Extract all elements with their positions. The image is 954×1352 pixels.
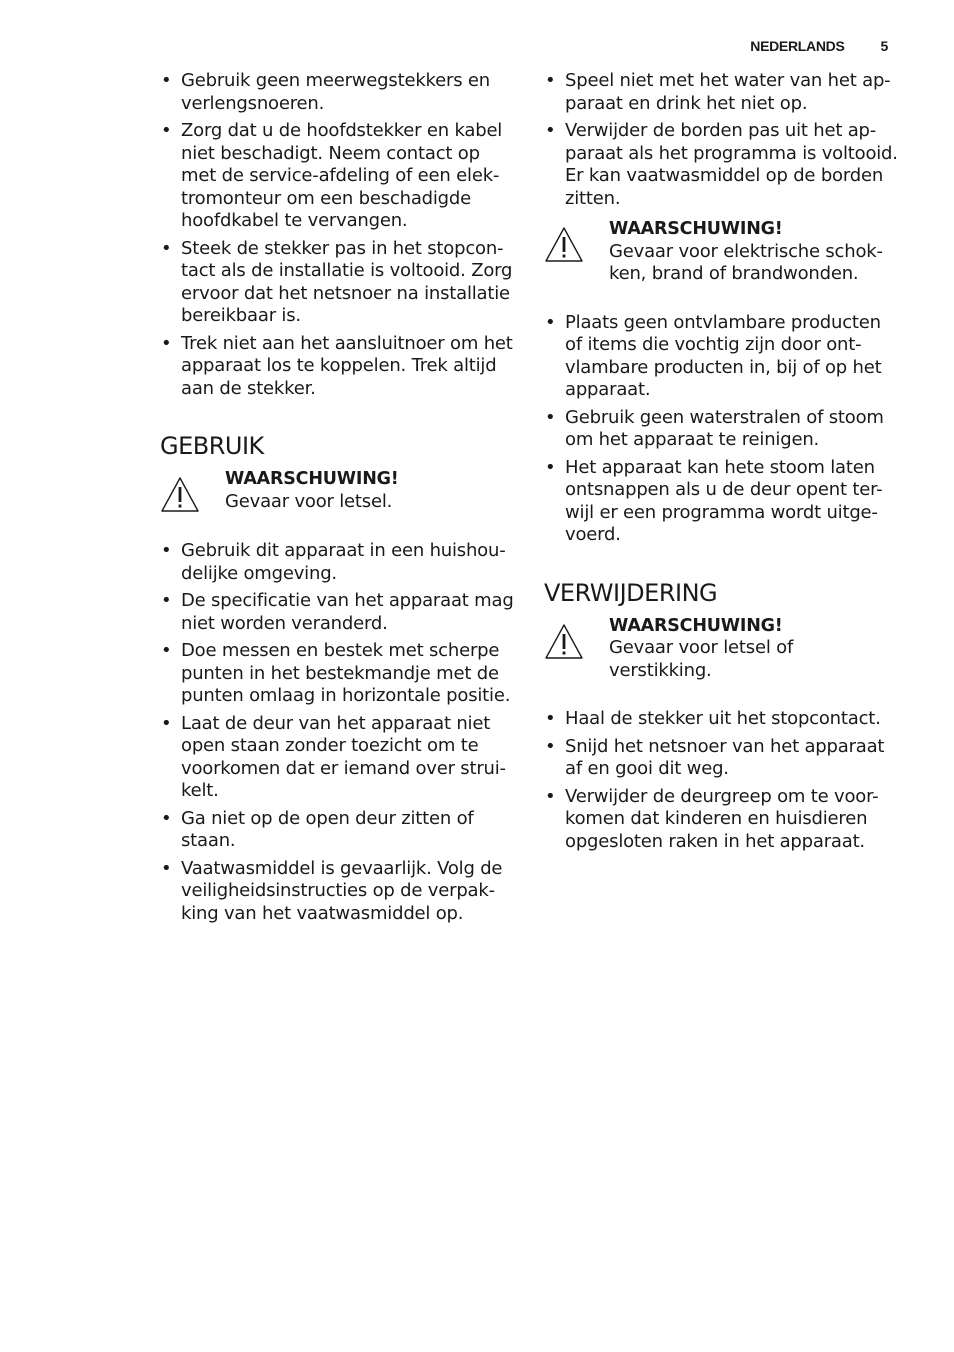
page-number: 5 xyxy=(880,38,888,54)
warning-box xyxy=(160,468,515,514)
warning-box xyxy=(544,218,899,286)
cleaning-safety-list xyxy=(544,312,899,547)
list-item: • Steek de stekker pas in het stopcon-tact als de installatie is voltooid. Zorg ervoor dat het netsnoer na installatie bereikbaar is. xyxy=(160,238,515,328)
warning-text: Gevaar voor elektrische schok-ken, brand of brandwonden. xyxy=(609,240,883,284)
warning-triangle-icon xyxy=(544,623,584,661)
warning-text: Gevaar voor letsel of verstikking. xyxy=(609,637,794,681)
list-item: • Gebruik geen waterstralen of stoom om het apparaat te reinigen. xyxy=(544,407,899,452)
list-item: • De specificatie van het apparaat mag niet worden veranderd. xyxy=(160,590,515,635)
warning-triangle-icon xyxy=(544,226,584,264)
language-label: NEDERLANDS xyxy=(750,38,845,54)
water-safety-list xyxy=(544,70,899,210)
list-item: • Plaats geen ontvlambare producten of items die vochtig zijn door ont-vlambare producten in, bij of op het apparaat. xyxy=(544,312,899,402)
list-item: • Het apparaat kan hete stoom laten ontsnappen als u de deur opent ter-wijl er een programma wordt uitge-voerd. xyxy=(544,457,899,547)
section-heading-gebruik: GEBRUIK xyxy=(160,432,264,460)
list-item: • Zorg dat u de hoofdstekker en kabel niet beschadigt. Neem contact op met de service-afdeling of een elek-tromonteur om een beschadigde hoofdkabel te vervangen. xyxy=(160,120,515,233)
list-item: • Laat de deur van het apparaat niet open staan zonder toezicht om te voorkomen dat er iemand over strui-kelt. xyxy=(160,713,515,803)
disposal-list xyxy=(544,708,899,853)
list-item: • Speel niet met het water van het ap-paraat en drink het niet op. xyxy=(544,70,899,115)
list-item: • Gebruik geen meerwegstekkers en verlengsnoeren. xyxy=(160,70,515,115)
warning-triangle-icon xyxy=(160,476,200,514)
list-item: • Snijd het netsnoer van het apparaat af en gooi dit weg. xyxy=(544,736,899,781)
connection-safety-list xyxy=(160,70,515,400)
warning-title: WAARSCHUWING! xyxy=(225,469,399,489)
warning-text: Gevaar voor letsel. xyxy=(225,490,393,512)
list-item: • Gebruik dit apparaat in een huishou-delijke omgeving. xyxy=(160,540,515,585)
warning-title: WAARSCHUWING! xyxy=(609,615,783,636)
list-item: • Doe messen en bestek met scherpe punten in het bestekmandje met de punten omlaag in horizontale positie. xyxy=(160,640,515,708)
list-item: • Vaatwasmiddel is gevaarlijk. Volg de veiligheidsinstructies op de verpak-king van het vaatwasmiddel op. xyxy=(160,858,515,926)
list-item: • Verwijder de deurgreep om te voor-komen dat kinderen en huisdieren opgesloten raken in het apparaat. xyxy=(544,786,899,854)
right-column xyxy=(544,70,899,858)
section-heading-verwijdering: VERWIJDERING xyxy=(544,578,718,607)
left-column xyxy=(160,70,515,930)
list-item: • Ga niet op de open deur zitten of staan. xyxy=(160,808,515,853)
list-item: • Trek niet aan het aansluitnoer om het apparaat los te koppelen. Trek altijd aan de stekker. xyxy=(160,333,515,401)
warning-box xyxy=(544,615,899,683)
page-header xyxy=(750,38,888,54)
warning-title: WAARSCHUWING! xyxy=(609,219,783,239)
list-item: • Verwijder de borden pas uit het ap-paraat als het programma is voltooid. Er kan vaatwasmiddel op de borden zitten. xyxy=(544,120,899,210)
list-item: • Haal de stekker uit het stopcontact. xyxy=(544,708,899,731)
usage-list xyxy=(160,540,515,925)
